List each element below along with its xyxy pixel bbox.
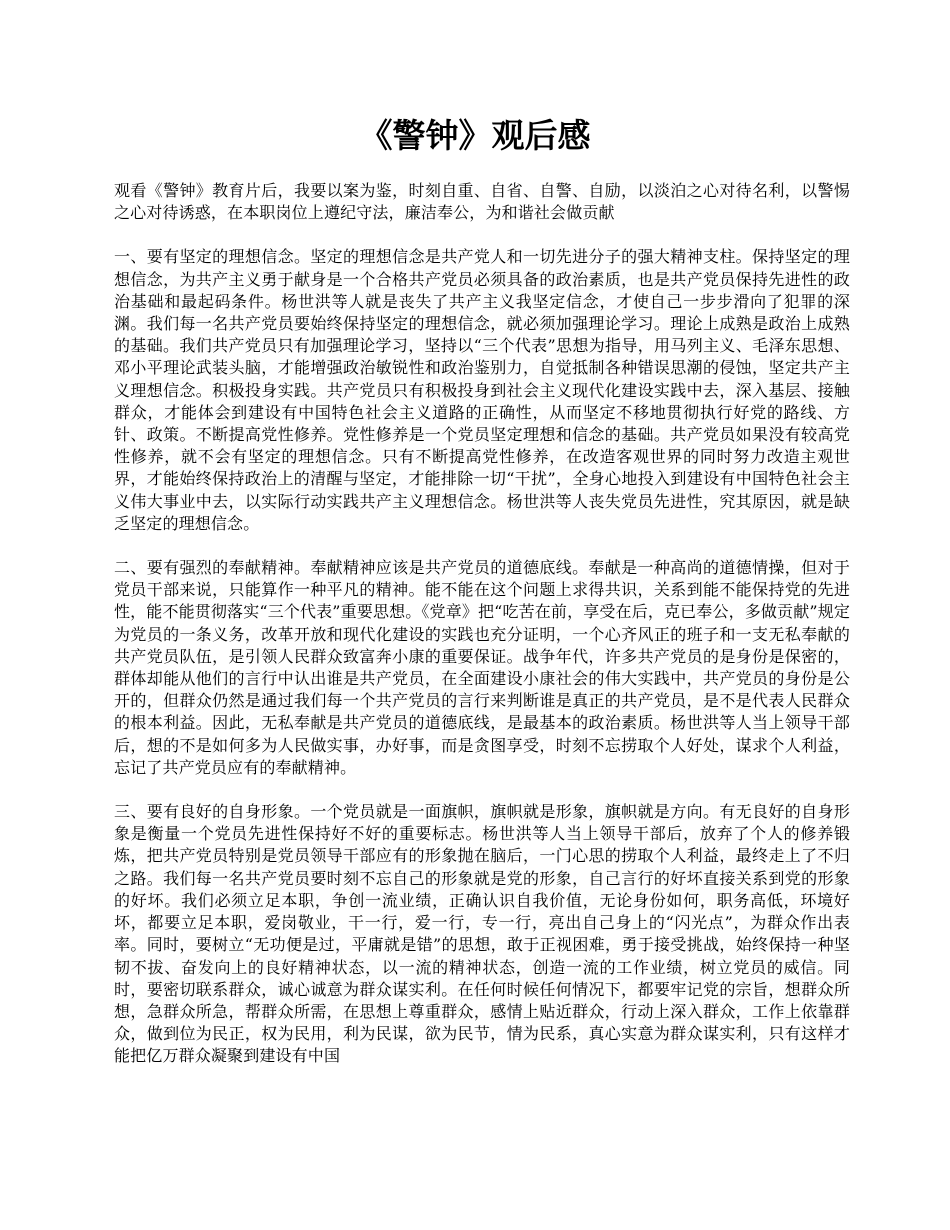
section-three-paragraph: 三、要有良好的自身形象。一个党员就是一面旗帜，旗帜就是形象，旗帜就是方向。有无良好的自身形象是衡量一个党员先进性保持好不好的重要标志。杨世洪等人当上领导干部后，放弃了个人的修养锻炼，把共产党员特别是党员领导干部应有的形象抛在脑后，一门心思的捞取个人利益，最终走上了不归之路。我们每一名共产党员要时刻不忘自己的形象就是党的形象，自己言行的好坏直接关系到党的形象的好坏。我们必须立足本职，争创一流业绩，正确认识自我价值，无论身份如何，职务高低，环境好坏，都要立足本职，爱岗敬业，干一行，爱一行，专一行，亮出自己身上的“闪光点”，为群众作出表率。同时，要树立“无功便是过，平庸就是错”的思想，敢于正视困难，勇于接受挑战，始终保持一种坚韧不拔、奋发向上的良好精神状态，以一流的精神状态，创造一流的工作业绩，树立党员的威信。同时，要密切联系群众，诚心诚意为群众谋实利。在任何时候任何情况下，都要牢记党的宗旨，想群众所想，急群众所急，帮群众所需，在思想上尊重群众，感情上贴近群众，行动上深入群众，工作上依靠群众，做到位为民正，权为民用，利为民谋，欲为民节，情为民系，真心实意为群众谋实利，只有这样才能把亿万群众凝聚到建设有中国 <box>114 802 850 1066</box>
section-two-paragraph: 二、要有强烈的奉献精神。奉献精神应该是共产党员的道德底线。奉献是一种高尚的道德情操，但对于党员干部来说，只能算作一种平凡的精神。能不能在这个问题上求得共识，关系到能不能保持党的先进性，能不能贯彻落实“三个代表”重要思想。《党章》把“吃苦在前，享受在后，克已奉公，多做贡献”规定为党员的一条义务，改革开放和现代化建设的实践也充分证明，一个心齐风正的班子和一支无私奉献的共产党员队伍，是引领人民群众致富奔小康的重要保证。战争年代，许多共产党员的是身份是保密的，群体却能从他们的言行中认出谁是共产党员，在全面建设小康社会的伟大实践中，共产党员的身份是公开的，但群众仍然是通过我们每一个共产党员的言行来判断谁是真正的共产党员，是不是代表人民群众的根本利益。因此，无私奉献是共产党员的道德底线，是最基本的政治素质。杨世洪等人当上领导干部后，想的不是如何多为人民做实事，办好事，而是贪图享受，时刻不忘捞取个人好处，谋求个人利益，忘记了共产党员应有的奉献精神。 <box>114 558 850 777</box>
document-body <box>114 180 850 1090</box>
section-one-paragraph: 一、要有坚定的理想信念。坚定的理想信念是共产党人和一切先进分子的强大精神支柱。保持坚定的理想信念，为共产主义勇于献身是一个合格共产党员必须具备的政治素质，也是共产党员保持先进性的政治基础和最起码条件。杨世洪等人就是丧失了共产主义我坚定信念，才使自己一步步滑向了犯罪的深渊。我们每一名共产党员要始终保持坚定的理想信念，就必须加强理论学习。理论上成熟是政治上成熟的基础。我们共产党员只有加强理论学习，坚持以“三个代表”思想为指导，用马列主义、毛泽东思想、邓小平理论武装头脑，才能增强政治敏锐性和政治鉴别力，自觉抵制各种错误思潮的侵蚀，坚定共产主义理想信念。积极投身实践。共产党员只有积极投身到社会主义现代化建设实践中去，深入基层、接触群众，才能体会到建设有中国特色社会主义道路的正确性，从而坚定不移地贯彻执行好党的路线、方针、政策。不断提高党性修养。党性修养是一个党员坚定理想和信念的基础。共产党员如果没有较高党性修养，就不会有坚定的理想信念。只有不断提高党性修养，在改造客观世界的同时努力改造主观世界，才能始终保持政治上的清醒与坚定，才能排除一切“干扰”，全身心地投入到建设有中国特色社会主义伟大事业中去，以实际行动实践共产主义理想信念。杨世洪等人丧失党员先进性，究其原因，就是缺乏坚定的理想信念。 <box>114 247 850 533</box>
document-title: 《警钟》观后感 <box>359 116 591 155</box>
intro-paragraph: 观看《警钟》教育片后，我要以案为鉴，时刻自重、自省、自警、自励，以淡泊之心对待名利，以警惕之心对待诱惑，在本职岗位上遵纪守法，廉洁奉公，为和谐社会做贡献 <box>114 181 850 223</box>
